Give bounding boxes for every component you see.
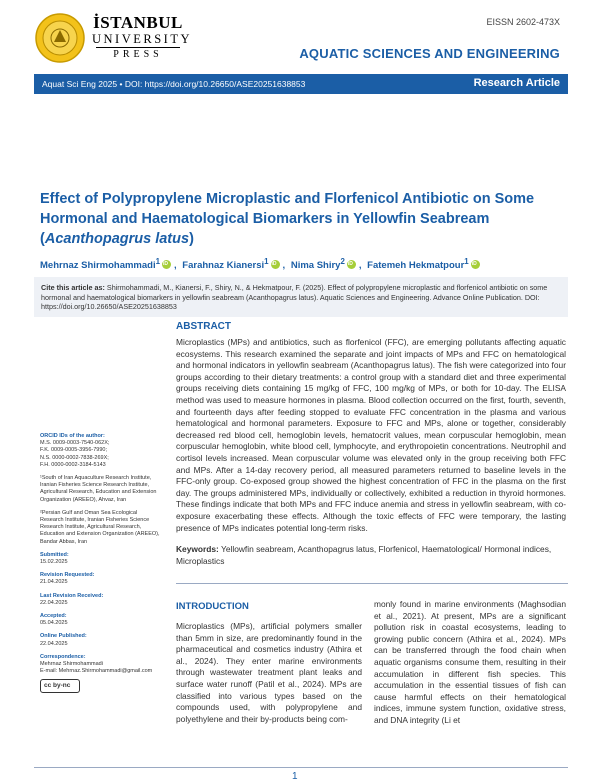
orcid-icon[interactable]	[347, 260, 356, 269]
university-seal-icon	[34, 12, 86, 64]
date-value: 22.04.2025	[40, 640, 68, 647]
logo-line3: PRESS	[113, 49, 163, 60]
author-affiliation-sup: 1	[155, 257, 161, 266]
page-number: 1	[292, 771, 298, 782]
date-value: 22.04.2025	[40, 599, 68, 606]
introduction-column-1: Microplastics (MPs), artificial polymers smaller than 5mm in size, are predominantly found in the pharmaceutical and cosmetics industry (Athira et al., 2024). They enter marine environments through wastewater treatment plant leaks and surface water runoff (Patil et al., 2024). MPs are classified into various types based on the compounds used, with polypropylene and polyethylene and their by-products being com-	[176, 621, 362, 724]
date-label: Online Published:	[40, 633, 87, 640]
logo-line1: İSTANBUL	[93, 13, 183, 32]
title-species: Acanthopagrus latus	[44, 231, 190, 247]
correspondence-label: Correspondence:	[40, 653, 86, 660]
date-label: Last Revision Received:	[40, 592, 104, 599]
footer-divider	[34, 767, 568, 768]
article-title	[40, 189, 570, 249]
author-name: Mehrnaz Shirmohammadi	[40, 260, 156, 272]
license-badge-text: cc by-nc	[44, 682, 71, 690]
doi-line[interactable]: Aquat Sci Eng 2025 • DOI: https://doi.org/10.26650/ASE20251638853	[42, 79, 306, 89]
affiliation-1: ¹South of Iran Aquaculture Research Institute, Iranian Fisheries Science Research Institute, Agricultural Research, Education and Extension Organization (AREEO), Ahvaz, Iran	[40, 475, 157, 503]
date-label: Accepted:	[40, 613, 67, 620]
author-name: Farahnaz Kianersi	[182, 260, 265, 272]
keywords-text: Yellowfin seabream, Acanthopagrus latus, Florfenicol, Haematological/ Hormonal indices, Microplastics	[176, 544, 552, 566]
author-list: Mehrnaz Shirmohammadi$^1$iD , Farahnaz Kianersi$^1$iD , Nima Shiry$^2$iD , Fatemeh Hekmatpour$^1$iD	[40, 257, 570, 271]
title-main: Effect of Polypropylene Microplastic and Florfenicol Antibiotic on Some Hormonal and Haematological Biomarkers in Yellowfin Seabream (	[40, 191, 535, 247]
doi-bar	[34, 74, 568, 94]
orcid-entry: M.S. 0009-0003-7540-062X;	[40, 440, 110, 447]
orcid-heading: ORCID IDs of the author:	[40, 433, 105, 439]
orcid-entry: F.H. 0000-0002-3184-5143	[40, 461, 106, 468]
introduction-column-2: monly found in marine environments (Maghsodian et al., 2021). At present, MPs are a significant pollution risk in coastal ecosystems, leading to growing public concern (Athira et al., 2024). MPs can be transferred through the food chain when aquatic organisms consume them, resulting in their accumulation in different fish species. This accumulation in the essential tissues of fish can cause harmful effects on their hematological indices, immune system function, oxidative stress, and DNA integrity (Li et	[374, 599, 566, 725]
date-value: 05.04.2025	[40, 620, 68, 627]
citation-label: Cite this article as:	[41, 283, 105, 292]
orcid-entry: F.K. 0009-0005-3956-7990;	[40, 447, 107, 454]
keywords	[176, 544, 566, 567]
citation-text: Shirmohammadi, M., Kianersi, F., Shiry, N., & Hekmatpour, F. (2025). Effect of polypropylene microplastic and florfenicol antibiotic on some hormonal and haematological biomarkers in yellowfin seabream (Acanthopagrus latus). Aquatic Sciences and Engineering. Advance Online Publication. DOI: https://doi.org/10.26650/ASE20251638853	[41, 283, 548, 311]
date-label: Revision Requested:	[40, 572, 95, 579]
introduction-heading: INTRODUCTION	[176, 601, 249, 612]
title-end: )	[189, 231, 194, 247]
logo-wordmark	[92, 13, 192, 61]
citation-box	[34, 277, 568, 317]
section-divider	[176, 583, 568, 584]
author-affiliation-sup: 1	[264, 257, 269, 266]
author-affiliation-sup: 2	[340, 257, 345, 266]
publisher-logo	[34, 12, 192, 70]
date-value: 21.04.2025	[40, 579, 68, 586]
orcid-icon[interactable]	[271, 260, 280, 269]
article-type: Research Article	[473, 77, 560, 89]
date-value: 15.02.2025	[40, 559, 68, 566]
orcid-icon[interactable]	[471, 260, 480, 269]
correspondence-name: Mehrnaz Shirmohammadi	[40, 661, 103, 668]
creative-commons-icon[interactable]	[40, 679, 80, 693]
abstract-text: Microplastics (MPs) and antibiotics, such as florfenicol (FFC), are emerging pollutants affecting aquatic ecosystems. This research examined the separate and joint impacts of MPs and FFC on hematological and hormonal indicators in yellowfin seabream (Acanthopagrus latus). The fish were categorized into four groups according to their dietary treatments: a control group with a standard diet and three experimental groups receiving diets containing 15 mg/kg of FFC, 100 mg/kg of MPs, or both for 10-day. The ELISA method was used to measure hormones in plasma. Blood collection occurred on the first, fourth, seventh, and fourteenth days after feeding stopped to evaluate FFC concentration in the plasma and various hematological and hormonal parameters. Exposure to FFC and MPs, alone or together, considerably decreased red blood cell, hemoglobin levels, hematocrit values, mean corpuscular hemoglobin, mean corpuscular hemoglobin, white blood cell, lymphocyte, and erythropoietin concentrations. Neutrophil and cortisol levels increased. Mean corpuscular volume was elevated only in the group receiving both FFC and MPs. After a 14-day recovery period, all measured parameters returned to baseline levels in the FFC-only group. Co-exposed group showed the highest concentration of FFC in the plasma on the first day. The groups administered MPs, individually or collectively, exhibited a reduction in thyroid hormones. These findings indicate that both MPs and FFC induce anemia and stress in yellowfin seabream, with co-exposure exacerbating these effects. Although the toxic effects of FFC were temporary, the lasting presence of MPs indicates potential long-term risks.	[176, 337, 566, 533]
logo-line2: UNIVERSITY	[92, 32, 192, 46]
journal-name: AQUATIC SCIENCES AND ENGINEERING	[299, 46, 560, 61]
author-name: Nima Shiry	[290, 260, 341, 272]
eissn: EISSN 2602-473X	[486, 17, 560, 27]
correspondence-email[interactable]: E-mail: Mehrnaz.Shirmohammadi@gmail.com	[40, 668, 153, 675]
orcid-entry: N.S. 0000-0002-7838-269X;	[40, 454, 109, 461]
orcid-icon[interactable]	[162, 260, 171, 269]
keywords-label: Keywords:	[176, 544, 219, 554]
date-label: Submitted:	[40, 551, 69, 558]
abstract-heading: ABSTRACT	[176, 321, 231, 332]
article-info-sidebar	[40, 433, 160, 699]
affiliation-2: ²Persian Gulf and Oman Sea Ecological Research Institute, Iranian Fisheries Science Research Institute, Agricultural Research, Education and Extension Organization (AREEO), Bandar Abbas, Iran	[40, 509, 160, 545]
author-name: Fatemeh Hekmatpour	[367, 260, 465, 272]
author-affiliation-sup: 1	[464, 257, 469, 266]
